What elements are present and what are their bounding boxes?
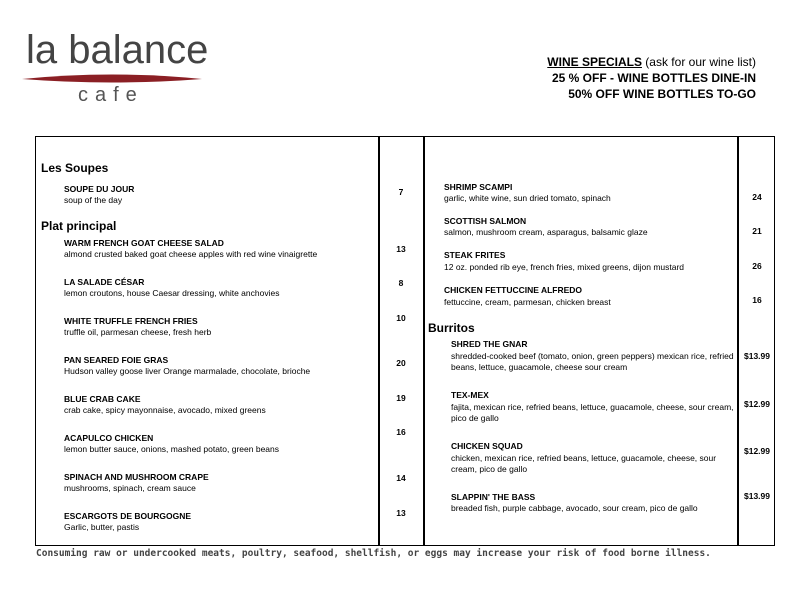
- wine-specials-note: (ask for our wine list): [641, 55, 756, 69]
- menu-item-desc: almond crusted baked goat cheese apples with red wine vinaigrette: [64, 249, 318, 259]
- menu-item-name: ESCARGOTS DE BOURGOGNE: [64, 511, 192, 521]
- menu-item-price: 26: [752, 261, 762, 271]
- menu-item-desc: mushrooms, spinach, cream sauce: [64, 483, 196, 493]
- menu-item-price: $13.99: [744, 491, 770, 501]
- menu-item-desc: 12 oz. ponded rib eye, french fries, mixed greens, dijon mustard: [444, 262, 685, 272]
- menu-item-desc: soup of the day: [64, 195, 123, 205]
- menu-item-desc: lemon croutons, house Caesar dressing, white anchovies: [64, 288, 280, 298]
- menu-item-name: BLUE CRAB CAKE: [64, 394, 141, 404]
- menu-item-name: SPINACH AND MUSHROOM CRAPE: [64, 472, 209, 482]
- logo-subtitle: cafe: [78, 84, 144, 106]
- menu-item-name: ACAPULCO CHICKEN: [64, 433, 154, 443]
- menu-item-name: WARM FRENCH GOAT CHEESE SALAD: [64, 238, 224, 248]
- menu-item-name: PAN SEARED FOIE GRAS: [64, 355, 169, 365]
- menu-item-price: $12.99: [744, 446, 770, 456]
- section-title-burritos: Burritos: [428, 321, 475, 335]
- menu-item-name: SLAPPIN' THE BASS: [451, 492, 536, 502]
- menu-item-price: $12.99: [744, 399, 770, 409]
- menu-item-price: 16: [752, 295, 762, 305]
- menu-item-name: TEX-MEX: [451, 390, 489, 400]
- menu-item-name: SHRIMP SCAMPI: [444, 182, 513, 192]
- menu-item-price: 13: [396, 508, 406, 518]
- menu-item-price: 7: [398, 187, 404, 197]
- logo-wordmark: la balance: [26, 28, 209, 72]
- menu-item-price: 24: [752, 192, 762, 202]
- menu-item-desc: Garlic, butter, pastis: [64, 522, 140, 532]
- menu-item-price: 21: [752, 226, 762, 236]
- wine-specials-heading: WINE SPECIALS: [547, 55, 642, 69]
- menu-item-price: 14: [396, 473, 406, 483]
- menu-item-desc: fajita, mexican rice, refried beans, lettuce, guacamole, cheese, sour cream, pico de gallo: [451, 402, 734, 423]
- menu-item-price: 10: [396, 313, 406, 323]
- menu-item-desc: Hudson valley goose liver Orange marmalade, chocolate, brioche: [64, 366, 311, 376]
- food-safety-disclaimer: Consuming raw or undercooked meats, poultry, seafood, shellfish, or eggs may increase your risk of food borne illness.: [36, 548, 711, 559]
- menu-item-desc: salmon, mushroom cream, asparagus, balsamic glaze: [444, 227, 648, 237]
- menu-frame: [35, 136, 775, 546]
- menu-item-desc: lemon butter sauce, onions, mashed potato, green beans: [64, 444, 280, 454]
- menu-item-desc: chicken, mexican rice, refried beans, lettuce, guacamole, cheese, sour cream, pico de gallo: [451, 453, 717, 474]
- logo: [22, 28, 209, 108]
- menu-item-name: SHRED THE GNAR: [451, 339, 528, 349]
- section-title-soupes: Les Soupes: [41, 161, 109, 175]
- menu-item-price: 16: [396, 427, 406, 437]
- column-divider: [378, 137, 380, 545]
- wine-specials-line2: 50% OFF WINE BOTTLES TO-GO: [568, 87, 756, 101]
- menu-item-name: SCOTTISH SALMON: [444, 216, 527, 226]
- wine-specials-heading-line: [547, 54, 756, 70]
- menu-item-desc: garlic, white wine, sun dried tomato, spinach: [444, 193, 611, 203]
- menu-item-name: CHICKEN FETTUCCINE ALFREDO: [444, 285, 583, 295]
- menu-item-desc: fettuccine, cream, parmesan, chicken breast: [444, 297, 611, 307]
- wine-specials-line1: 25 % OFF - WINE BOTTLES DINE-IN: [551, 71, 756, 85]
- menu-item-desc: crab cake, spicy mayonnaise, avocado, mixed greens: [64, 405, 266, 415]
- menu-item-price: 20: [396, 358, 406, 368]
- wine-specials: [547, 54, 756, 102]
- menu-item-desc: shredded-cooked beef (tomato, onion, green peppers) mexican rice, refried beans, lettuce, guacamole, cheese sour cream: [451, 351, 734, 372]
- menu-item-name: WHITE TRUFFLE FRENCH FRIES: [64, 316, 198, 326]
- column-divider: [423, 137, 425, 545]
- menu-item-price: 8: [398, 278, 404, 288]
- menu-item-name: STEAK FRITES: [444, 250, 506, 260]
- menu-item-name: LA SALADE CÉSAR: [64, 277, 145, 287]
- menu-item-name: SOUPE DU JOUR: [64, 184, 135, 194]
- menu-item-price: 19: [396, 393, 406, 403]
- menu-item-desc: truffle oil, parmesan cheese, fresh herb: [64, 327, 212, 337]
- menu-item-desc: breaded fish, purple cabbage, avocado, sour cream, pico de gallo: [451, 503, 698, 513]
- section-title-plat: Plat principal: [41, 219, 117, 233]
- menu-item-name: CHICKEN SQUAD: [451, 441, 523, 451]
- menu-item-price: 13: [396, 244, 406, 254]
- menu-item-price: $13.99: [744, 351, 770, 361]
